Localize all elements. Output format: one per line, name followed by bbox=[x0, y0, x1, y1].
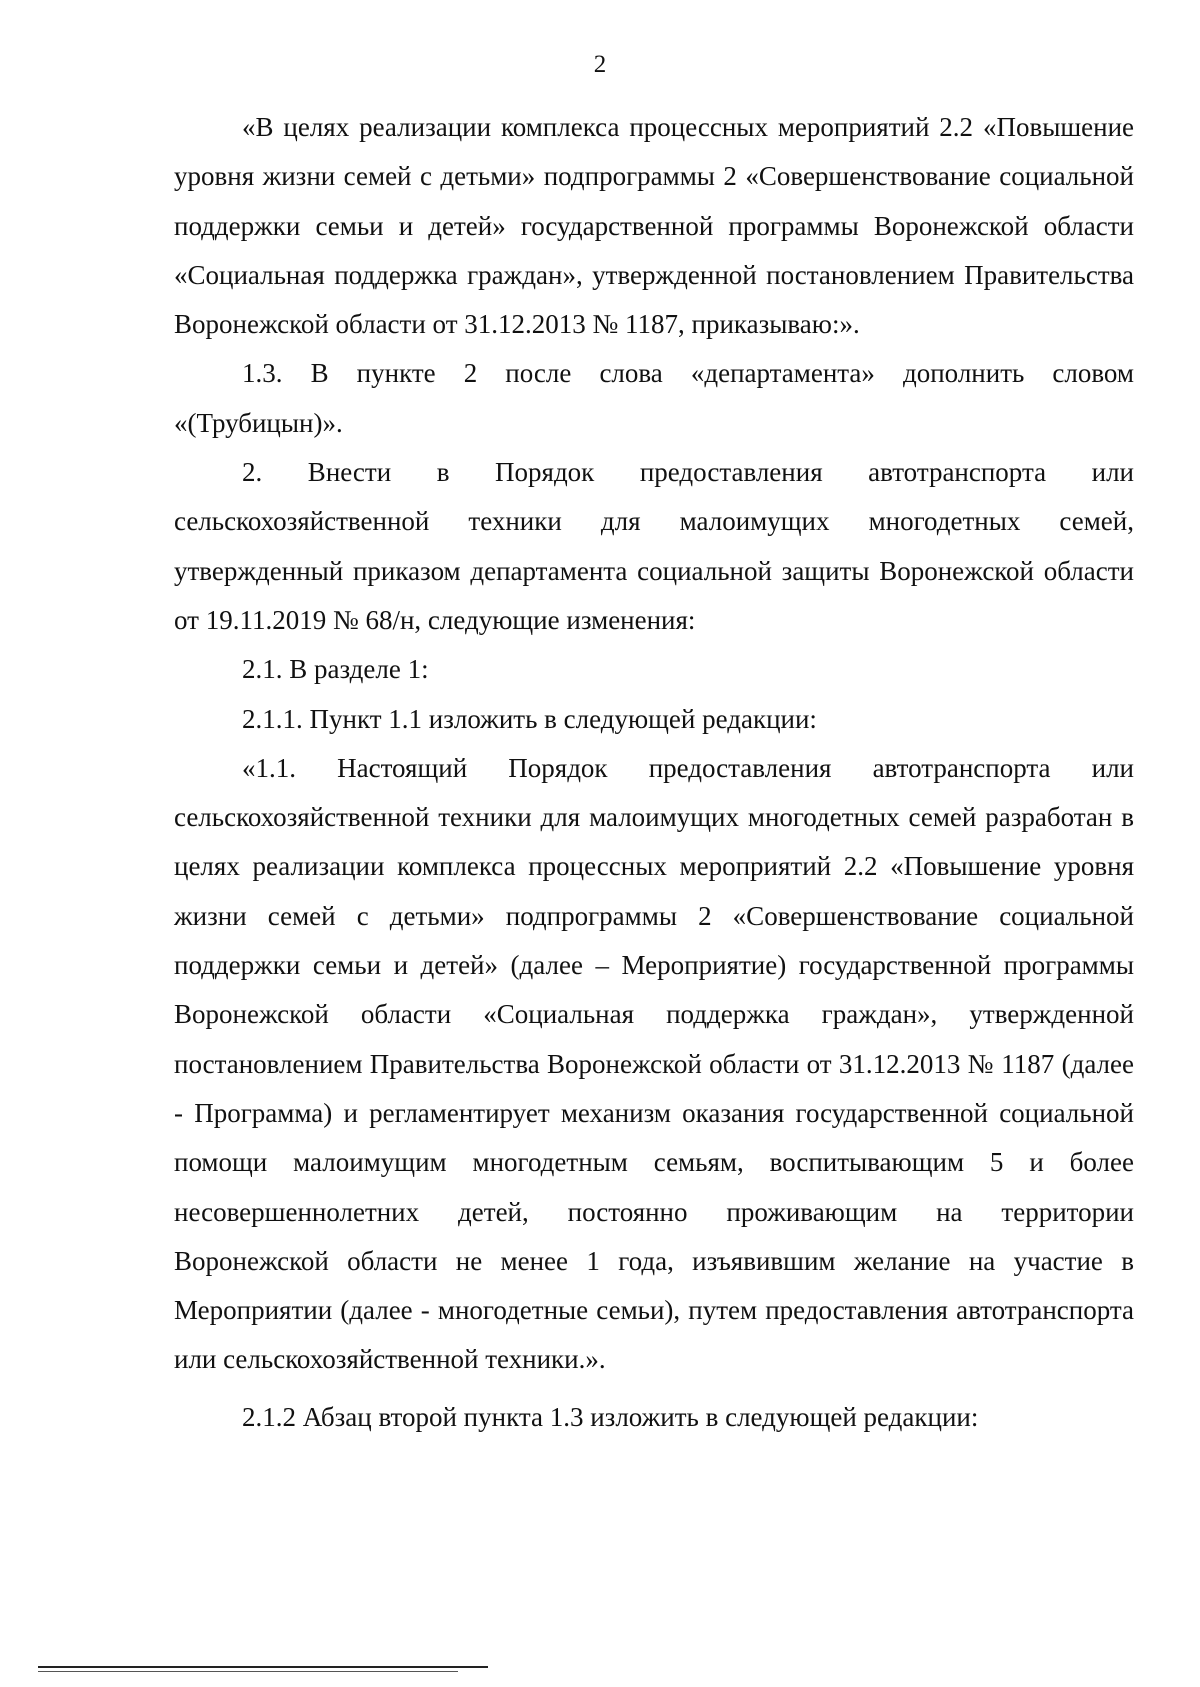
paragraph-1-1-quote: «1.1. Настоящий Порядок предоставления автотранспорта или сельскохозяйственной техники для малоимущих многодетных семей разработан в целях реализации комплекса процессных мероприятий 2.2 «Повышение уровня жизни семей с детьми» подпрограммы 2 «Совершенствование социальной поддержки семьи и детей» (далее – Мероприятие) государственной программы Воронежской области «Социальная поддержка граждан», утвержденной постановлением Правительства Воронежской области от 31.12.2013 № 1187 (далее - Программа) и регламентирует механизм оказания государственной социальной помощи малоимущим многодетным семьям, воспитывающим 5 и более несовершеннолетних детей, постоянно проживающим на территории Воронежской области не менее 1 года, изъявившим желание на участие в Мероприятии (далее - многодетные семьи), путем предоставления автотранспорта или сельскохозяйственной техники.». bbox=[174, 752, 1134, 1375]
paragraph-2-1-2: 2.1.2 Абзац второй пункта 1.3 изложить в следующей редакции: bbox=[242, 1401, 979, 1432]
paragraph-1-3: 1.3. В пункте 2 после слова «департамента» дополнить словом «(Трубицын)». bbox=[174, 358, 1134, 438]
paragraph-2: 2. Внести в Порядок предоставления автотранспорта или сельскохозяйственной техники для малоимущих многодетных семей, утвержденный приказом департамента социальной защиты Воронежской области от 19.11.2019 № 68/н, следующие изменения: bbox=[174, 457, 1134, 635]
paragraph-preamble: «В целях реализации комплекса процессных мероприятий 2.2 «Повышение уровня жизни семей с детьми» подпрограммы 2 «Совершенствование социальной поддержки семьи и детей» государственной программы Воронежской области «Социальная поддержка граждан», утвержденной постановлением Правительства Воронежской области от 31.12.2013 № 1187, приказываю:». bbox=[174, 112, 1134, 340]
footer-divider-secondary bbox=[38, 1671, 458, 1672]
paragraph-2-1-1: 2.1.1. Пункт 1.1 изложить в следующей редакции: bbox=[242, 703, 817, 734]
document-body bbox=[174, 103, 1134, 1442]
page-number: 2 bbox=[593, 51, 607, 78]
paragraph-2-1: 2.1. В разделе 1: bbox=[242, 654, 429, 685]
footer-divider bbox=[38, 1666, 488, 1668]
